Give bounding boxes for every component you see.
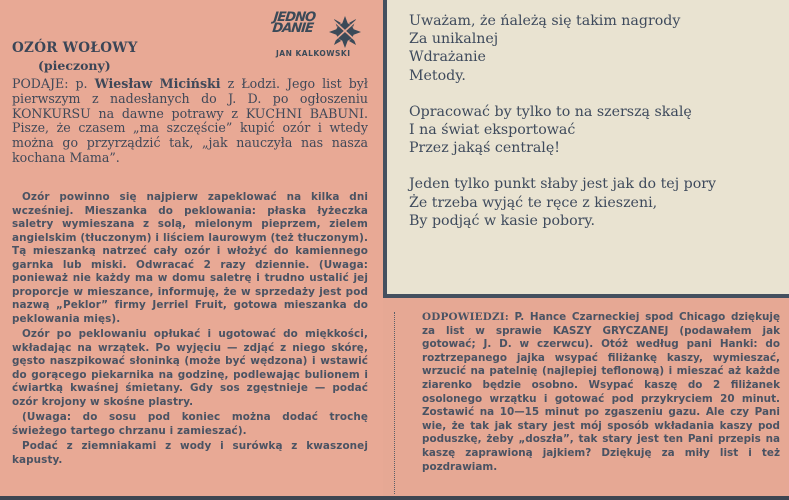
column-author: JAN KALKOWSKI	[276, 49, 351, 58]
column-logo	[273, 12, 365, 60]
poem-line: Jeden tylko punkt słaby jest jak do tej pory	[409, 176, 717, 193]
recipe-paragraph: (Uwaga: do sosu pod koniec można dodać trochę świeżego tartego chrzanu i zamieszać).	[12, 411, 368, 437]
poem-line: I na świat eksportować	[409, 122, 576, 139]
recipe-paragraph: Ozór po peklowaniu opłukać i ugotować do miękkości, wkładając na wrzątek. Po wyjęciu — zdjąć z niego skórę, gęsto naszpikować słoninką (może być wędzona) i wstawić do gorącego piekarnika na godzinę, podlewając bulionem i ćwiartką kwaśnej śmietany. Gdy sos zgęstnieje — podać ozór krojony w skośne plastry.	[12, 328, 368, 408]
answers-section	[422, 311, 780, 474]
answers-label: ODPOWIEDZI:	[422, 311, 509, 323]
poem-stanza	[409, 12, 789, 85]
crossed-utensils-icon	[327, 14, 363, 48]
poem-stanza	[409, 175, 789, 230]
contributor-name: Wiesław Miciński	[94, 76, 221, 91]
recipe-subtitle: (pieczony)	[38, 58, 111, 73]
recipe-body	[12, 191, 368, 469]
poem-line: Metody.	[409, 67, 466, 84]
poem-line: Opracować by tylko to na szerszą skalę	[409, 103, 692, 120]
recipe-lead-paragraph: PODAJE: p. Wiesław Miciński z Łodzi. Jego list był pierwszym z nadesłanych do J. D. po ogłoszeniu KONKURSU na dawne potrawy z KUCHNI BABUNI. Pisze, że czasem „ma szczęście” kupić ozór i wtedy można go przyrządzić tak, „jak nauczyła nas nasza kochana Mama”.	[12, 76, 369, 165]
poem	[409, 12, 789, 248]
poem-line: Uważam, że ńależą się takim nagrody	[409, 13, 681, 29]
poem-line: By podjąć w kasie pobory.	[409, 212, 596, 229]
recipe-title: OZÓR WOŁOWY	[12, 40, 138, 56]
poem-stanza	[409, 103, 789, 158]
logo-wordmark: JEDNO DANIE	[271, 10, 316, 36]
recipe-paragraph: Ozór powinno się najpierw zapeklować na kilka dni wcześniej. Mieszanka do peklowania: płaska łyżeczka saletry wymieszana z solą, mielonym pieprzem, zielem angielskim (tłuczonym) i liściem laurowym (też tłuczonym). Tą mieszanką natrzeć cały ozór i włożyć do kamiennego garnka lub miski. Odwracać 2 razy dziennie. (Uwaga: ponieważ nie każdy ma w domu saletrę i trudno ustalić jej proporcje w mieszance, informuję, że w sprzedaży jest pod nazwą „Peklor” firmy Jerriel Fruit, gotowa mieszanka do peklowania mięs).	[12, 191, 368, 325]
dotted-divider	[394, 312, 395, 494]
answers-text: P. Hance Czarneckiej spod Chicago dziękuję za list w sprawie KASZY GRYCZANEJ (podawałem jak gotować; J. D. w czerwcu). Otóż według pani Hanki: do roztrzepanego jajka wsypać filiżankę kaszy, wymieszać, wrzucić na patelnię (najlepiej teflonową) i mieszać aż każde ziarenko będzie osobno. Wsypać kaszę do 2 filiżanek osolonego wrzątku i gotować pod przykryciem 20 minut. Zostawić na 10—15 minut po zgaszeniu gazu. Ale czy Pani wie, że tak jak stary jest mój sposób wkładania kaszy pod poduszkę, żeby „doszła”, tak stary jest ten Pani przepis na kaszę zaprawioną jajkiem? Dziękuję za miły list i też pozdrawiam.	[422, 311, 780, 473]
poem-line: Wdrażanie	[409, 49, 486, 66]
recipe-paragraph: Podać z ziemniakami z wody i surówką z kwaszonej kapusty.	[12, 440, 368, 466]
poem-line: Za unikalnej	[409, 31, 499, 48]
poem-line: Że trzeba wyjąć te ręce z kieszeni,	[409, 194, 658, 211]
poem-line: Przez jakąś centralę!	[409, 140, 560, 157]
bottom-border	[0, 496, 789, 500]
recipe-article	[0, 0, 383, 498]
